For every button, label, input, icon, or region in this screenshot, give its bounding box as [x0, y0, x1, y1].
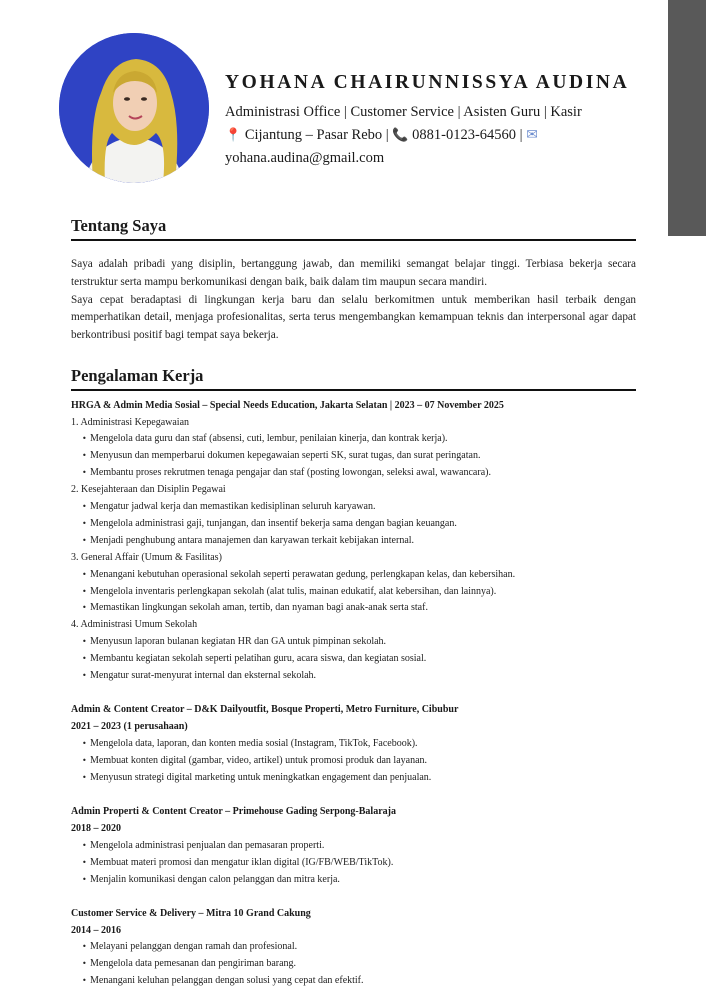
- candidate-name: YOHANA CHAIRUNNISSYA AUDINA: [225, 72, 630, 93]
- job-4-period: 2014 – 2016: [71, 925, 121, 936]
- scrollbar-thumb[interactable]: [668, 0, 706, 236]
- about-paragraph-1: Saya adalah pribadi yang disiplin, bertanggung jawab, dan memiliki semangat belajar tinggi. Terbiasa bekerja secara terstruktur serta mampu berkomunikasi dengan baik, baik dalam tim maupun secara mandiri.: [71, 258, 636, 288]
- job-2-title: Admin & Content Creator – D&K Dailyoutfit, Bosque Properti, Metro Furniture, Cibubur: [71, 704, 459, 715]
- list-item: • Menangani kebutuhan operasional sekolah seperti perawatan gedung, perlengkapan kelas, dan kebersihan.: [82, 569, 516, 580]
- about-text: [71, 256, 636, 345]
- job-3-period: 2018 – 2020: [71, 823, 121, 834]
- list-item: • Mengelola data, laporan, dan konten media sosial (Instagram, TikTok, Facebook).: [82, 738, 418, 749]
- list-item: • Menangani keluhan pelanggan dengan solusi yang cepat dan efektif.: [82, 975, 364, 986]
- list-item: • Melayani pelanggan dengan ramah dan profesional.: [82, 941, 298, 952]
- list-item: • Menyusun dan memperbarui dokumen kepegawaian seperti SK, surat tugas, dan surat peringatan.: [82, 450, 481, 461]
- job-1-category-4: 4. Administrasi Umum Sekolah: [71, 619, 198, 630]
- list-item: • Menjadi penghubung antara manajemen dan karyawan terkait kebijakan internal.: [82, 535, 415, 546]
- profile-portrait-illustration: [59, 33, 209, 183]
- list-item: • Mengelola administrasi penjualan dan pemasaran properti.: [82, 840, 325, 851]
- job-4-title: Customer Service & Delivery – Mitra 10 Grand Cakung: [71, 908, 311, 919]
- list-item: • Membuat materi promosi dan mengatur iklan digital (IG/FB/WEB/TikTok).: [82, 857, 394, 868]
- location-pin-icon: 📍: [225, 128, 242, 143]
- job-1-category-3: 3. General Affair (Umum & Fasilitas): [71, 552, 222, 563]
- about-paragraph-2: Saya cepat beradaptasi di lingkungan kerja baru dan selalu berkomitmen untuk memberikan hasil terbaik dengan memperhatikan detail, menjaga profesionalitas, serta terus mengembangkan kemampuan teknis dan interpersonal agar dapat berkontribusi positif bagi tempat saya bekerja.: [71, 293, 636, 342]
- list-item: • Mengatur surat-menyurat internal dan eksternal sekolah.: [82, 670, 317, 681]
- job-3-title: Admin Properti & Content Creator – Primehouse Gading Serpong-Balaraja: [71, 806, 396, 817]
- job-1-title: HRGA & Admin Media Sosial – Special Needs Education, Jakarta Selatan | 2023 – 07 November 2025: [71, 400, 504, 411]
- section-title-experience: Pengalaman Kerja: [71, 366, 636, 391]
- phone-icon: 📞: [392, 128, 409, 143]
- list-item: • Menyusun strategi digital marketing untuk meningkatkan engagement dan penjualan.: [82, 772, 432, 783]
- list-item: • Membantu proses rekrutmen tenaga pengajar dan staf (posting lowongan, seleksi awal, wawancara).: [82, 467, 491, 478]
- phone-text: 0881-0123-64560 |: [412, 127, 523, 143]
- location-text: Cijantung – Pasar Rebo |: [244, 127, 389, 143]
- job-1-category-1: 1. Administrasi Kepegawaian: [71, 417, 190, 428]
- list-item: • Mengelola data pemesanan dan pengiriman barang.: [82, 958, 297, 969]
- list-item: • Membantu kegiatan sekolah seperti pelatihan guru, acara siswa, dan kegiatan sosial.: [82, 653, 427, 664]
- email-text: yohana.audina@gmail.com: [225, 150, 385, 166]
- list-item: • Membuat konten digital (gambar, video, artikel) untuk promosi produk dan layanan.: [82, 755, 428, 766]
- list-item: • Memastikan lingkungan sekolah aman, tertib, dan nyaman bagi anak-anak serta staf.: [82, 602, 428, 613]
- list-item: • Mengelola inventaris perlengkapan sekolah (alat tulis, mainan edukatif, alat kebersihan, dan lainnya).: [82, 586, 497, 597]
- list-item: • Mengelola data guru dan staf (absensi, cuti, lembur, penilaian kinerja, dan kontrak kerja).: [82, 433, 448, 444]
- section-title-about: Tentang Saya: [71, 216, 636, 241]
- candidate-roles: Administrasi Office | Customer Service | Asisten Guru | Kasir: [225, 104, 582, 120]
- list-item: • Mengatur jadwal kerja dan memastikan kedisiplinan seluruh karyawan.: [82, 501, 376, 512]
- job-2-period: 2021 – 2023 (1 perusahaan): [71, 721, 188, 732]
- list-item: • Menyusun laporan bulanan kegiatan HR dan GA untuk pimpinan sekolah.: [82, 636, 387, 647]
- job-1-category-2: 2. Kesejahteraan dan Disiplin Pegawai: [71, 484, 226, 495]
- mail-icon: ✉: [526, 127, 538, 143]
- list-item: • Menjalin komunikasi dengan calon pelanggan dan mitra kerja.: [82, 874, 340, 885]
- profile-photo: [59, 33, 209, 183]
- list-item: • Mengelola administrasi gaji, tunjangan, dan insentif bekerja sama dengan bagian keuangan.: [82, 518, 457, 529]
- contact-line: [225, 127, 538, 144]
